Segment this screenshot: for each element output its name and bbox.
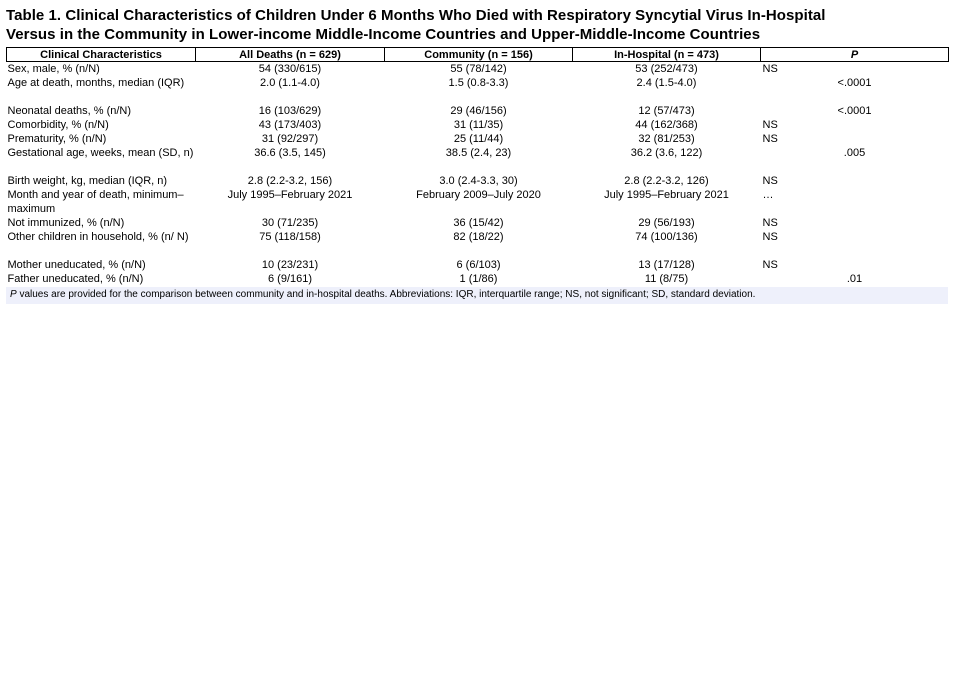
cell-ns: NS [762,217,778,229]
row-label: Neonatal deaths, % (n/N) [7,105,132,117]
cell-ns: NS [762,231,778,243]
cell-in-hospital: 11 (8/75) [644,273,689,285]
table-row [7,272,949,286]
cell-ns: NS [762,175,778,187]
cell-all-deaths: 30 (71/235) [261,217,319,229]
cell-community: February 2009–July 2020 [416,189,541,201]
header-in-hospital: In-Hospital (n = 473) [573,48,761,62]
cell-p: .005 [843,147,866,159]
cell-ns: NS [762,119,778,131]
table-row [7,76,949,104]
cell-p-value [761,104,949,118]
title-line-1: Table 1. Clinical Characteristics of Children Under 6 Months Who Died with Respiratory Syncytial Virus In-Hospital [6,7,826,24]
row-label: Birth weight, kg, median (IQR, n) [7,175,168,187]
cell-in-hospital: 2.8 (2.2-3.2, 126) [624,175,709,187]
header-community: Community (n = 156) [385,48,573,62]
cell-p-value [761,62,949,77]
cell-in-hospital: 29 (56/193) [638,217,695,229]
table-row [7,146,949,174]
cell-p-value [761,174,949,188]
row-label: Father uneducated, % (n/N) [7,273,144,285]
cell-p-value [761,230,949,258]
header-all-deaths: All Deaths (n = 629) [196,48,385,62]
cell-community: 36 (15/42) [453,217,504,229]
row-label: Age at death, months, median (IQR) [7,77,185,89]
table-footnote [6,287,948,304]
header-p-value: P [761,48,949,62]
cell-ns: NS [762,259,778,271]
cell-p-value [761,272,949,286]
row-label: Prematurity, % (n/N) [7,133,107,145]
cell-community: 25 (11/44) [453,133,504,145]
table-row [7,188,949,216]
cell-p-value [761,132,949,146]
cell-in-hospital: 12 (57/473) [638,105,695,117]
cell-in-hospital: 2.4 (1.5-4.0) [636,77,697,89]
cell-in-hospital: 36.2 (3.6, 122) [630,147,703,159]
cell-in-hospital: 13 (17/128) [638,259,695,271]
cell-p: <.0001 [837,77,872,89]
cell-in-hospital: 53 (252/473) [635,63,698,75]
cell-community: 55 (78/142) [450,63,507,75]
cell-in-hospital: July 1995–February 2021 [604,189,729,201]
table-row [7,230,949,258]
table-row [7,258,949,272]
cell-in-hospital: 44 (162/368) [635,119,698,131]
cell-community: 1.5 (0.8-3.3) [448,77,509,89]
row-label: Gestational age, weeks, mean (SD, n) [7,147,194,159]
footnote-p-symbol: P [10,289,17,300]
cell-community: 29 (46/156) [450,105,507,117]
cell-community: 82 (18/22) [453,231,504,243]
cell-all-deaths: 6 (9/161) [267,273,313,285]
cell-community: 1 (1/86) [459,273,498,285]
row-label: Month and year of death, minimum–maximum [7,189,184,215]
cell-all-deaths: 54 (330/615) [258,63,322,75]
document [6,6,948,304]
row-label: Other children in household, % (n/ N) [7,231,189,243]
table-row [7,118,949,132]
cell-p: .01 [846,273,863,285]
footnote-text: values are provided for the comparison between community and in-hospital deaths. Abbreviations: IQR, interquartile range; NS, not significant; SD, standard deviation. [16,289,756,300]
cell-all-deaths: 75 (118/158) [259,231,321,243]
table-title [6,6,948,44]
header-characteristics: Clinical Characteristics [7,48,196,62]
characteristics-table [6,47,949,286]
table-row [7,104,949,118]
cell-all-deaths: 36.6 (3.5, 145) [254,147,326,159]
cell-p: <.0001 [837,105,872,117]
cell-p-value [761,146,949,174]
table-row [7,62,949,77]
cell-in-hospital: 74 (100/136) [635,231,698,243]
table-row [7,174,949,188]
row-label: Not immunized, % (n/N) [7,217,125,229]
cell-in-hospital: 32 (81/253) [638,133,695,145]
cell-all-deaths: 31 (92/297) [261,133,319,145]
table-row [7,132,949,146]
cell-p-value [761,188,949,216]
cell-community: 38.5 (2.4, 23) [445,147,512,159]
cell-p-value [761,118,949,132]
cell-all-deaths: 2.0 (1.1-4.0) [260,77,320,89]
table-row [7,216,949,230]
header-row [7,48,949,62]
table-body [7,62,949,287]
cell-p-value [761,76,949,104]
title-line-2: Versus in the Community in Lower-income Middle-Income Countries and Upper-Middle-Income Countries [6,26,761,43]
cell-community: 6 (6/103) [456,259,501,271]
cell-all-deaths: 10 (23/231) [261,259,319,271]
cell-community: 3.0 (2.4-3.3, 30) [439,175,518,187]
row-label: Comorbidity, % (n/N) [7,119,109,131]
cell-all-deaths: 43 (173/403) [258,119,322,131]
cell-all-deaths: 2.8 (2.2-3.2, 156) [247,175,333,187]
row-label: Mother uneducated, % (n/N) [7,259,146,271]
cell-ns: … [762,189,774,201]
cell-community: 31 (11/35) [453,119,504,131]
cell-ns: NS [762,133,778,145]
cell-p-value [761,258,949,272]
cell-ns: NS [762,63,778,75]
row-label: Sex, male, % (n/N) [7,63,100,75]
cell-all-deaths: 16 (103/629) [258,105,322,117]
cell-p-value [761,216,949,230]
cell-all-deaths: July 1995–February 2021 [227,189,353,201]
